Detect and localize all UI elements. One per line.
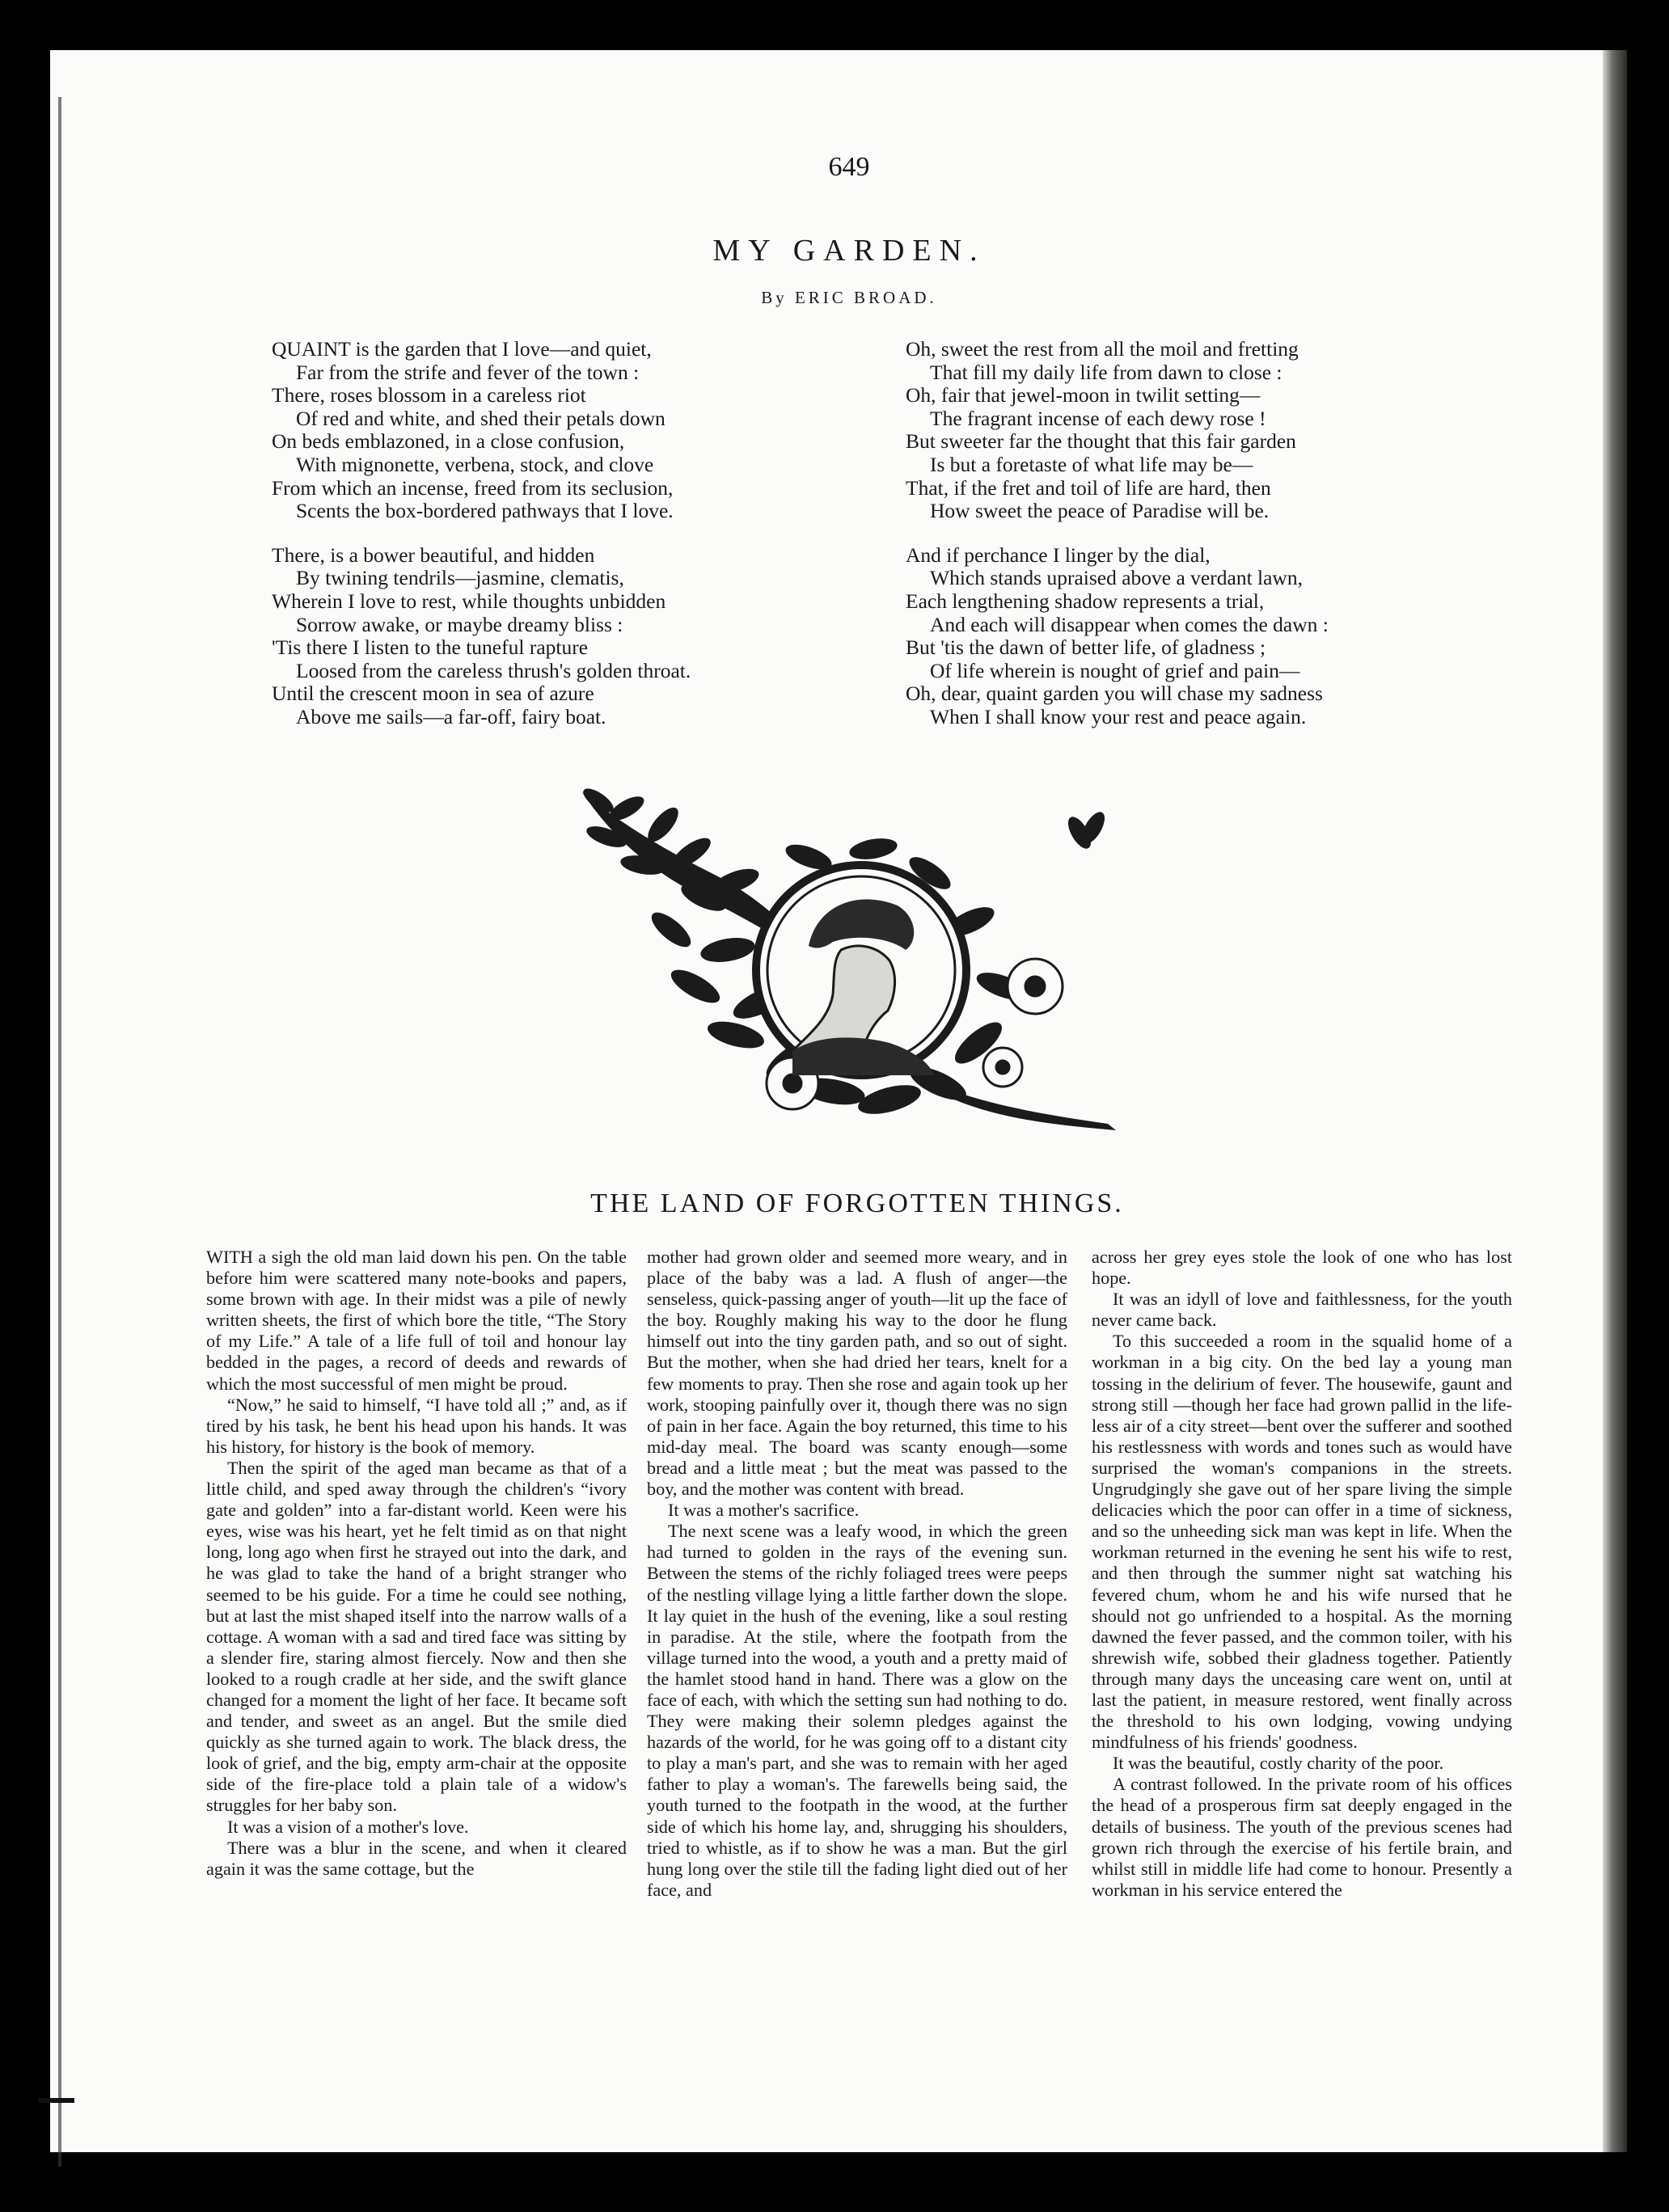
story-column-2 bbox=[647, 1247, 1067, 1901]
story-paragraph: mother had grown older and seemed more weary, and in place of the baby was a lad. A flush of anger—the senseless, quick-passing anger of youth—lit up the face of the boy. Roughly making his way to the door he flung himself out into the tiny garden path, and so out of sight. But the mother, when she had dried her tears, knelt for a few moments to pray. Then she rose and again took up her work, stooping painfully over it, though there was no sign of pain in her face. Again the boy returned, this time to his mid-day meal. The board was scanty enough—some bread and a little meat ; but the meat was passed to the boy, and the mother was content with bread. bbox=[647, 1247, 1067, 1500]
poem-line-right: Of life wherein is nought of grief and pain— bbox=[930, 658, 1300, 682]
story-paragraph: The next scene was a leafy wood, in which the green had turned to golden in the rays of the evening sun. Between the stems of the richly foliaged trees were peeps of the nestling village lying a little farther down the slope. It lay quiet in the hush of the evening, like a soul resting in paradise. At the stile, where the footpath from the village turned into the wood, a youth and a pretty maid of the hamlet stood hand in hand. There was a glow on the face of each, with which the setting sun had nothing to do. They were making their solemn pledges against the hazards of the world, for he was going off to a distant city to play a man's part, and she was to remain with her aged father to play a woman's. The farewells being said, the youth turned to the footpath in the wood, at the further side of which his home lay, and, shrugging his shoulders, tried to whistle, as if to show he was a man. But the girl hung long over the stile till the fading light died out of her face, and bbox=[647, 1521, 1067, 1900]
poem-line-left: On beds emblazoned, in a close confusion, bbox=[272, 429, 625, 454]
poem-line-left: There, roses blossom in a careless riot bbox=[272, 383, 586, 407]
poem-line-left: Until the crescent moon in sea of azure bbox=[272, 682, 594, 706]
poem-line-left: From which an incense, freed from its seclusion, bbox=[272, 475, 674, 500]
poem-line-right: Oh, sweet the rest from all the moil and fretting bbox=[906, 337, 1299, 361]
poem-byline: By ERIC BROAD. bbox=[761, 288, 937, 307]
poem-line-right: That, if the fret and toil of life are hard, then bbox=[906, 475, 1271, 500]
poem-line-left: By twining tendrils—jasmine, clematis, bbox=[296, 566, 624, 590]
poem-line-right: The fragrant incense of each dewy rose ! bbox=[930, 406, 1266, 430]
poem-line-right: How sweet the peace of Paradise will be. bbox=[930, 499, 1270, 523]
poem-line-right: And if perchance I linger by the dial, bbox=[906, 542, 1211, 567]
stanza-gap bbox=[906, 523, 1329, 544]
poem-line-left: Scents the box-bordered pathways that I love. bbox=[296, 499, 674, 523]
poem-line-left: Loosed from the careless thrush's golden throat. bbox=[296, 658, 691, 682]
poem-line-left: Of red and white, and shed their petals down bbox=[296, 406, 665, 430]
story-paragraph: It was a vision of a mother's love. bbox=[227, 1816, 469, 1837]
poem-right-column bbox=[906, 338, 1329, 729]
poem-line-right: When I shall know your rest and peace again. bbox=[930, 704, 1307, 728]
poem-line-right: But sweeter far the thought that this fair garden bbox=[906, 429, 1296, 454]
story-paragraph: WITH a sigh the old man laid down his pen. On the table before him were scattered many note-books and papers, some brown with age. In their midst was a pile of newly written sheets, the first of which bore the title, “The Story of my Life.” A tale of a life full of toil and honour lay bedded in the pages, a record of deeds and rewards of which the most successful of men might be proud. bbox=[206, 1247, 627, 1394]
poem-line-right: Is but a foretaste of what life may be— bbox=[930, 452, 1253, 476]
poem-line-right: Oh, dear, quaint garden you will chase my sadness bbox=[906, 682, 1323, 706]
poem-line-right: But 'tis the dawn of better life, of gladness ; bbox=[906, 635, 1266, 660]
poem-line-left: QUAINT is the garden that I love—and quiet, bbox=[272, 337, 652, 361]
story-paragraph: Then the spirit of the aged man became as that of a little child, and sped away through the children's “ivory gate and golden” into a far-distant world. Keen were his eyes, wise was his heart, yet he felt timid as on that night long, long ago when first he strayed out into the dark, and he was glad to take the hand of a bright stranger who seemed to be his guide. For a time he could see nothing, but at last the mist shaped itself into the narrow walls of a cottage. A woman with a sad and tired face was sitting by a slender fire, staring almost fiercely. Now and then she looked to a rough cradle at her side, and the swift glance changed for a moment the light of her face. It became soft and tender, and sweet as an angel. But the smile died quickly as she turned again to work. The black dress, the look of grief, and the big, empty arm-chair at the opposite side of the fire-place told a plain tale of a widow's struggles for her baby son. bbox=[206, 1457, 627, 1816]
poem-line-right: Each lengthening shadow represents a trial, bbox=[906, 589, 1265, 613]
story-paragraph: It was the beautiful, costly charity of the poor. bbox=[1113, 1753, 1444, 1774]
stanza-gap bbox=[272, 523, 691, 544]
story-paragraph: “Now,” he said to himself, “I have told all ;” and, as if tired by his task, he bent his head upon his hands. It was his history, for history is the book of memory. bbox=[206, 1394, 627, 1457]
poem-line-right: Which stands upraised above a verdant lawn, bbox=[930, 566, 1303, 590]
book-page-edge bbox=[1603, 50, 1627, 2152]
page-number: 649 bbox=[828, 152, 870, 182]
floral-cameo-illustration bbox=[550, 776, 1164, 1148]
poem-line-left: With mignonette, verbena, stock, and clove bbox=[296, 452, 654, 476]
poem-line-left: There, is a bower beautiful, and hidden bbox=[272, 542, 595, 567]
story-paragraph: A contrast followed. In the private room of his offices the head of a prosperous firm sat deeply engaged in the details of business. The youth of the previous scenes had grown rich through the exercise of his fertile brain, and whilst still in middle life had come to honour. Presently a workman in his service entered the bbox=[1092, 1774, 1512, 1900]
poem-line-left: Far from the strife and fever of the town : bbox=[296, 360, 640, 384]
poem-line-right: And each will disappear when comes the dawn : bbox=[930, 612, 1329, 636]
story-paragraph: across her grey eyes stole the look of one who has lost hope. bbox=[1092, 1247, 1512, 1289]
poem-line-left: Sorrow awake, or maybe dreamy bliss : bbox=[296, 612, 623, 636]
binding-gutter bbox=[58, 97, 61, 2167]
story-column-3 bbox=[1092, 1247, 1512, 1901]
story-column-1 bbox=[206, 1247, 627, 1880]
margin-mark bbox=[39, 2098, 74, 2103]
poem-left-column bbox=[272, 338, 691, 729]
poem-line-right: Oh, fair that jewel-moon in twilit setting— bbox=[906, 383, 1261, 407]
poem-line-right: That fill my daily life from dawn to close : bbox=[930, 360, 1282, 384]
story-paragraph: There was a blur in the scene, and when it cleared again it was the same cottage, but the bbox=[206, 1837, 627, 1879]
poem-title: MY GARDEN. bbox=[712, 234, 986, 268]
story-title: THE LAND OF FORGOTTEN THINGS. bbox=[590, 1188, 1124, 1218]
story-paragraph: To this succeeded a room in the squalid home of a workman in a big city. On the bed lay a young man tossing in the delirium of fever. The housewife, gaunt and strong still —though her face had grown pallid in the life-less air of a city street—bent over the sufferer and soothed his restlessness with words and tones such as would have surprised the woman's companions in the streets. Ungrudgingly she gave out of her spare living the simple delicacies which the poor can offer in a time of sickness, and so the unheeding sick man was kept in life. When the workman returned in the evening he sent his wife to rest, and then through the summer night sat watching his fevered chum, whom he and his wife nursed that he should not go unfriended to a hospital. As the morning dawned the fever passed, and the common toiler, with his shrewish wife, sobbed their gladness together. Patiently through many days the unceasing care went on, until at last the patient, in measure restored, went finally across the threshold to his own lodging, vowing undying mindfulness of his friends' goodness. bbox=[1092, 1331, 1512, 1753]
story-paragraph: It was a mother's sacrifice. bbox=[668, 1500, 860, 1521]
poem-line-left: 'Tis there I listen to the tuneful rapture bbox=[272, 635, 589, 660]
poem-line-left: Wherein I love to rest, while thoughts unbidden bbox=[272, 589, 666, 613]
story-paragraph: It was an idyll of love and faithlessness, for the youth never came back. bbox=[1092, 1289, 1512, 1331]
poem-line-left: Above me sails—a far-off, fairy boat. bbox=[296, 704, 606, 728]
